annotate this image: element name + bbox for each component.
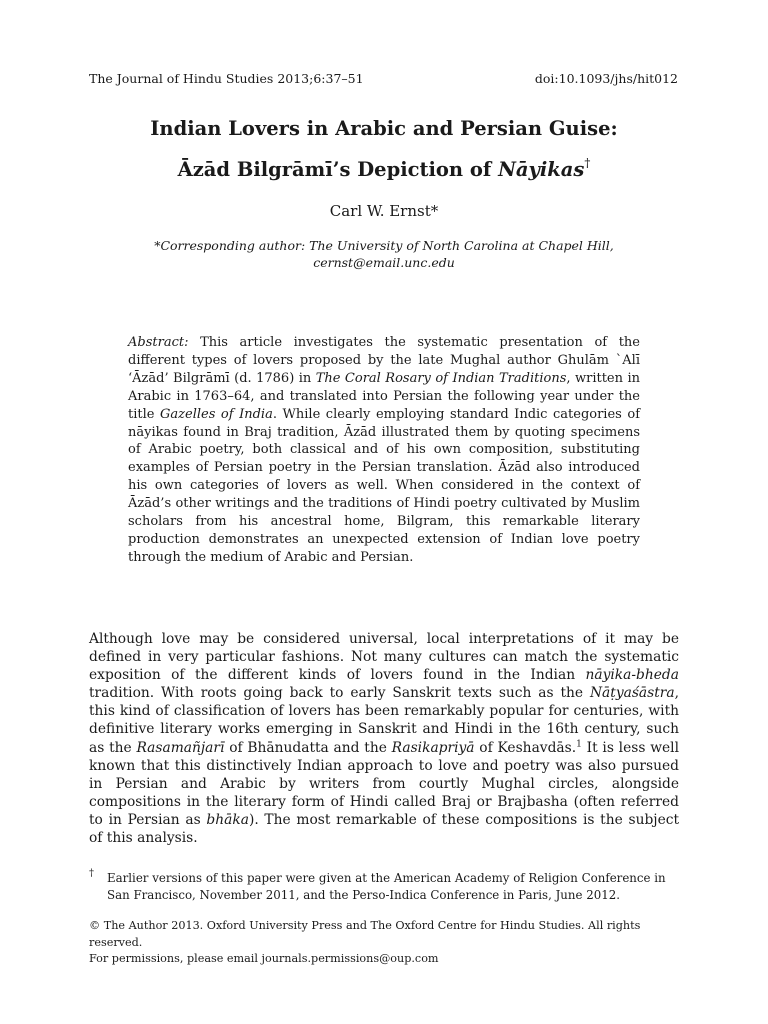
permissions-line: For permissions, please email journals.permissions@oup.com	[89, 952, 439, 965]
abstract-text-2: , written in Arabic in 1763–64, and translated into Persian the following year under the title	[128, 370, 640, 422]
body-term-5: bhāka	[206, 811, 249, 828]
abstract-text-1: This article investigates the systematic presentation of the different types of lovers proposed by the late Mughal author Ghulām `Alī ‘Āzād’ Bilgrāmī (d. 1786) in	[128, 335, 640, 386]
body-term-4: Rasikapriyā	[391, 739, 475, 756]
doi: doi:10.1093/jhs/hit012	[534, 71, 678, 86]
copyright-notice	[89, 918, 689, 968]
body-term-3: Rasamañjarī	[136, 739, 225, 756]
abstract-work-1: The Coral Rosary of Indian Traditions	[315, 370, 567, 386]
title-line2-prefix: Āzād Bilgrāmī’s Depiction of	[177, 158, 499, 181]
abstract-text-3: . While clearly employing standard Indic categories of nāyikas found in Braj tradition, Āzād illustrated them by quoting specimens of Arabic poetry, both classical and of his own composition, substituting examples of Persian poetry in the Persian translation. Āzād also introduced his own categories of lovers as well. When considered in the context of Āzād’s other writings and the traditions of Hindi poetry cultivated by Muslim scholars from his ancestral home, Bilgram, this remarkable literary production demonstrates an unexpected extension of Indian love poetry through the medium of Arabic and Persian.	[128, 406, 641, 565]
footnote-dagger: †	[89, 868, 94, 879]
footnote-ref-1: 1	[576, 738, 582, 749]
body-term-2: Nāṭyaśāstra	[589, 685, 675, 702]
body-paragraph	[89, 630, 679, 847]
article-title-line1: Indian Lovers in Arabic and Persian Guise:	[150, 117, 618, 140]
body-text-1: Although love may be considered universal, local interpretations of it may be defined in very particular fashions. Not many cultures can match the systematic exposition of the different kinds of lovers found in the Indian	[89, 631, 679, 684]
corresponding-author	[120, 237, 648, 271]
body-term-1: nāyika-bheda	[585, 667, 679, 684]
copyright-line: © The Author 2013. Oxford University Press and The Oxford Centre for Hindu Studies. All rights reserved.	[89, 919, 641, 949]
article-title-line2	[60, 146, 708, 187]
body-text-7: ). The most remarkable of these compositions is the subject of this analysis.	[89, 811, 680, 847]
body-text-3: , this kind of classification of lovers has been remarkably popular for centuries, with definitive literary works emerging in Sanskrit and Hindi in the 16th century, such as the	[89, 685, 679, 756]
body-text-5: of Keshavdās.	[474, 739, 577, 756]
journal-citation: The Journal of Hindu Studies 2013;6:37–51	[89, 71, 364, 86]
abstract	[128, 334, 640, 567]
corresponding-affiliation: *Corresponding author: The University of North Carolina at Chapel Hill,	[154, 238, 614, 253]
footnote-text: Earlier versions of this paper were given at the American Academy of Religion Conference in San Francisco, November 2011, and the Perso-Indica Conference in Paris, June 2012.	[107, 871, 666, 902]
title-nayikas: Nāyikas	[498, 158, 585, 181]
body-text-4: of Bhānudatta and the	[224, 739, 392, 756]
abstract-work-2: Gazelles of India	[160, 406, 273, 422]
body-text-6: It is less well known that this distinctively Indian approach to love and poetry was also pursued in Persian and Arabic by writers from courtly Mughal circles, alongside compositions in the literary form of Hindi called Braj or Brajbasha (often referred to in Persian as	[89, 739, 679, 828]
author-name: Carl W. Ernst*	[329, 202, 439, 220]
body-text-2: tradition. With roots going back to early Sanskrit texts such as the	[89, 685, 590, 702]
abstract-label: Abstract:	[128, 335, 189, 350]
title-dagger: †	[584, 156, 591, 170]
corresponding-email: cernst@email.unc.edu	[313, 255, 455, 270]
